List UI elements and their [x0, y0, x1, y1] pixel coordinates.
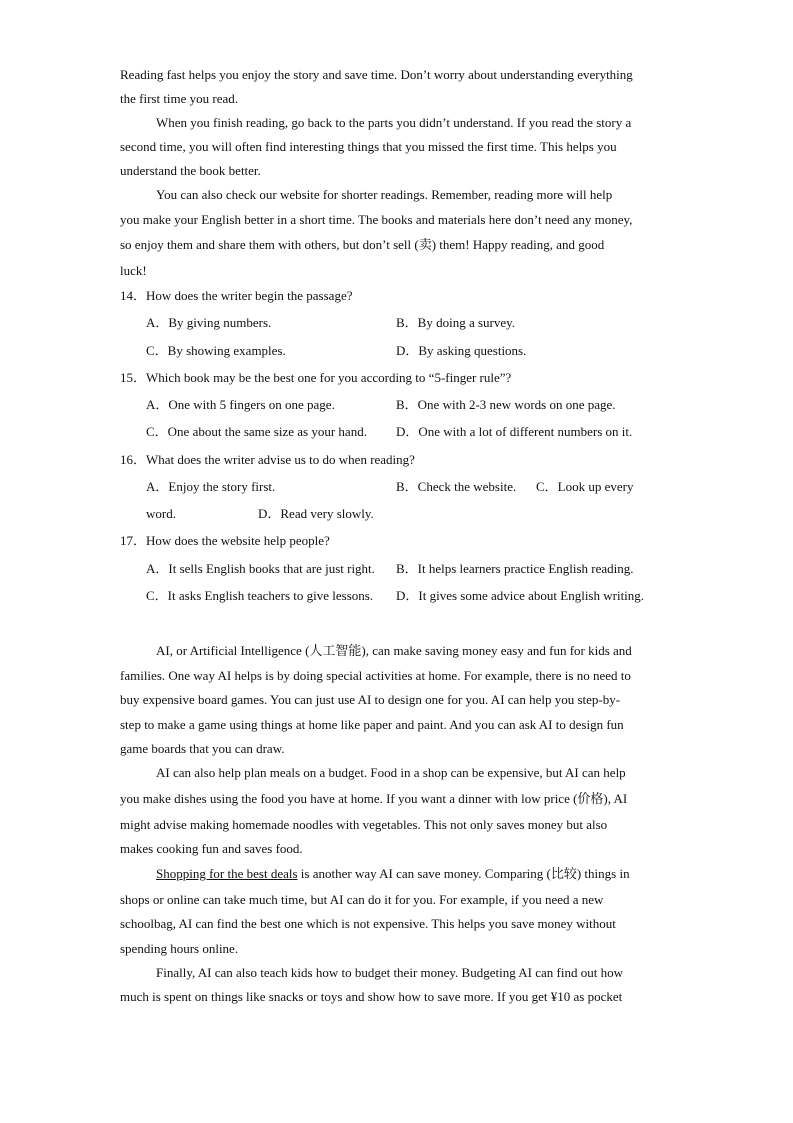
passage2-line: Finally, AI can also teach kids how to budget their money. Budgeting AI can find out how	[156, 965, 623, 980]
passage1-line: second time, you will often find interesting things that you missed the first time. This helps you	[120, 139, 617, 154]
passage2-line: shops or online can take much time, but AI can do it for you. For example, if you need a new	[120, 892, 604, 907]
passage2-line: might advise making homemade noodles with vegetables. This not only saves money but also	[120, 817, 608, 832]
underlined-phrase: Shopping for the best deals	[156, 866, 298, 881]
question-15-option-d: D．One with a lot of different numbers on it.	[396, 424, 633, 439]
question-17-option-a: A．It sells English books that are just right.	[146, 561, 375, 576]
question-14-option-b: B．By doing a survey.	[396, 315, 516, 330]
passage2-line: spending hours online.	[120, 941, 239, 956]
question-17-option-d: D．It gives some advice about English writing.	[396, 588, 645, 603]
question-17-option-c: C．It asks English teachers to give lessons.	[146, 588, 374, 603]
question-14-option-c: C．By showing examples.	[146, 343, 286, 358]
passage2-line: AI can also help plan meals on a budget. Food in a shop can be expensive, but AI can help	[156, 765, 626, 780]
passage2-line: much is spent on things like snacks or toys and show how to save more. If you get ¥10 as pocket	[120, 989, 623, 1004]
question-17-option-b: B．It helps learners practice English reading.	[396, 561, 634, 576]
question-15-option-a: A．One with 5 fingers on one page.	[146, 397, 335, 412]
question-16-option-d: D．Read very slowly.	[258, 506, 374, 521]
passage2-line: families. One way AI helps is by doing special activities at home. For example, there is no need to	[120, 668, 631, 683]
passage1-line: understand the book better.	[120, 163, 261, 178]
question-16-option-a: A．Enjoy the story first.	[146, 479, 276, 494]
passage2-line: makes cooking fun and saves food.	[120, 841, 303, 856]
question-14-stem: 14．How does the writer begin the passage?	[120, 288, 353, 303]
passage2-line: game boards that you can draw.	[120, 741, 285, 756]
passage1-line: luck!	[120, 263, 147, 278]
passage2-line: schoolbag, AI can find the best one which is not expensive. This helps you save money without	[120, 916, 616, 931]
passage1-line: you make your English better in a short time. The books and materials here don’t need any money,	[120, 212, 633, 227]
question-17-stem: 17．How does the website help people?	[120, 533, 330, 548]
passage1-line: Reading fast helps you enjoy the story and save time. Don’t worry about understanding everything	[120, 67, 633, 82]
passage2-line: you make dishes using the food you have at home. If you want a dinner with low price (价格), AI	[120, 791, 628, 806]
question-15-option-b: B．One with 2-3 new words on one page.	[396, 397, 616, 412]
passage2-line: step to make a game using things at home like paper and paint. And you can ask AI to design fun	[120, 717, 624, 732]
question-14-option-d: D．By asking questions.	[396, 343, 527, 358]
question-16-stem: 16．What does the writer advise us to do when reading?	[120, 452, 415, 467]
question-16-option-c: C．Look up every	[536, 479, 634, 494]
passage1-line: When you finish reading, go back to the parts you didn’t understand. If you read the story a	[156, 115, 632, 130]
passage1-line: You can also check our website for shorter readings. Remember, reading more will help	[156, 187, 613, 202]
passage1-line: the first time you read.	[120, 91, 239, 106]
passage2-line: AI, or Artificial Intelligence (人工智能), can make saving money easy and fun for kids and	[156, 643, 632, 658]
passage1-line: so enjoy them and share them with others, but don’t sell (卖) them! Happy reading, and good	[120, 237, 605, 252]
question-16-option-c-continued: word.	[146, 506, 176, 521]
question-15-stem: 15．Which book may be the best one for you according to “5-finger rule”?	[120, 370, 512, 385]
question-14-option-a: A．By giving numbers.	[146, 315, 272, 330]
question-15-option-c: C．One about the same size as your hand.	[146, 424, 367, 439]
passage2-line-rest: is another way AI can save money. Comparing (比较) things in	[297, 866, 630, 881]
passage2-line	[156, 862, 630, 887]
passage2-line: buy expensive board games. You can just use AI to design one for you. AI can help you step-by-	[120, 692, 621, 707]
question-16-option-b: B．Check the website.	[396, 479, 517, 494]
